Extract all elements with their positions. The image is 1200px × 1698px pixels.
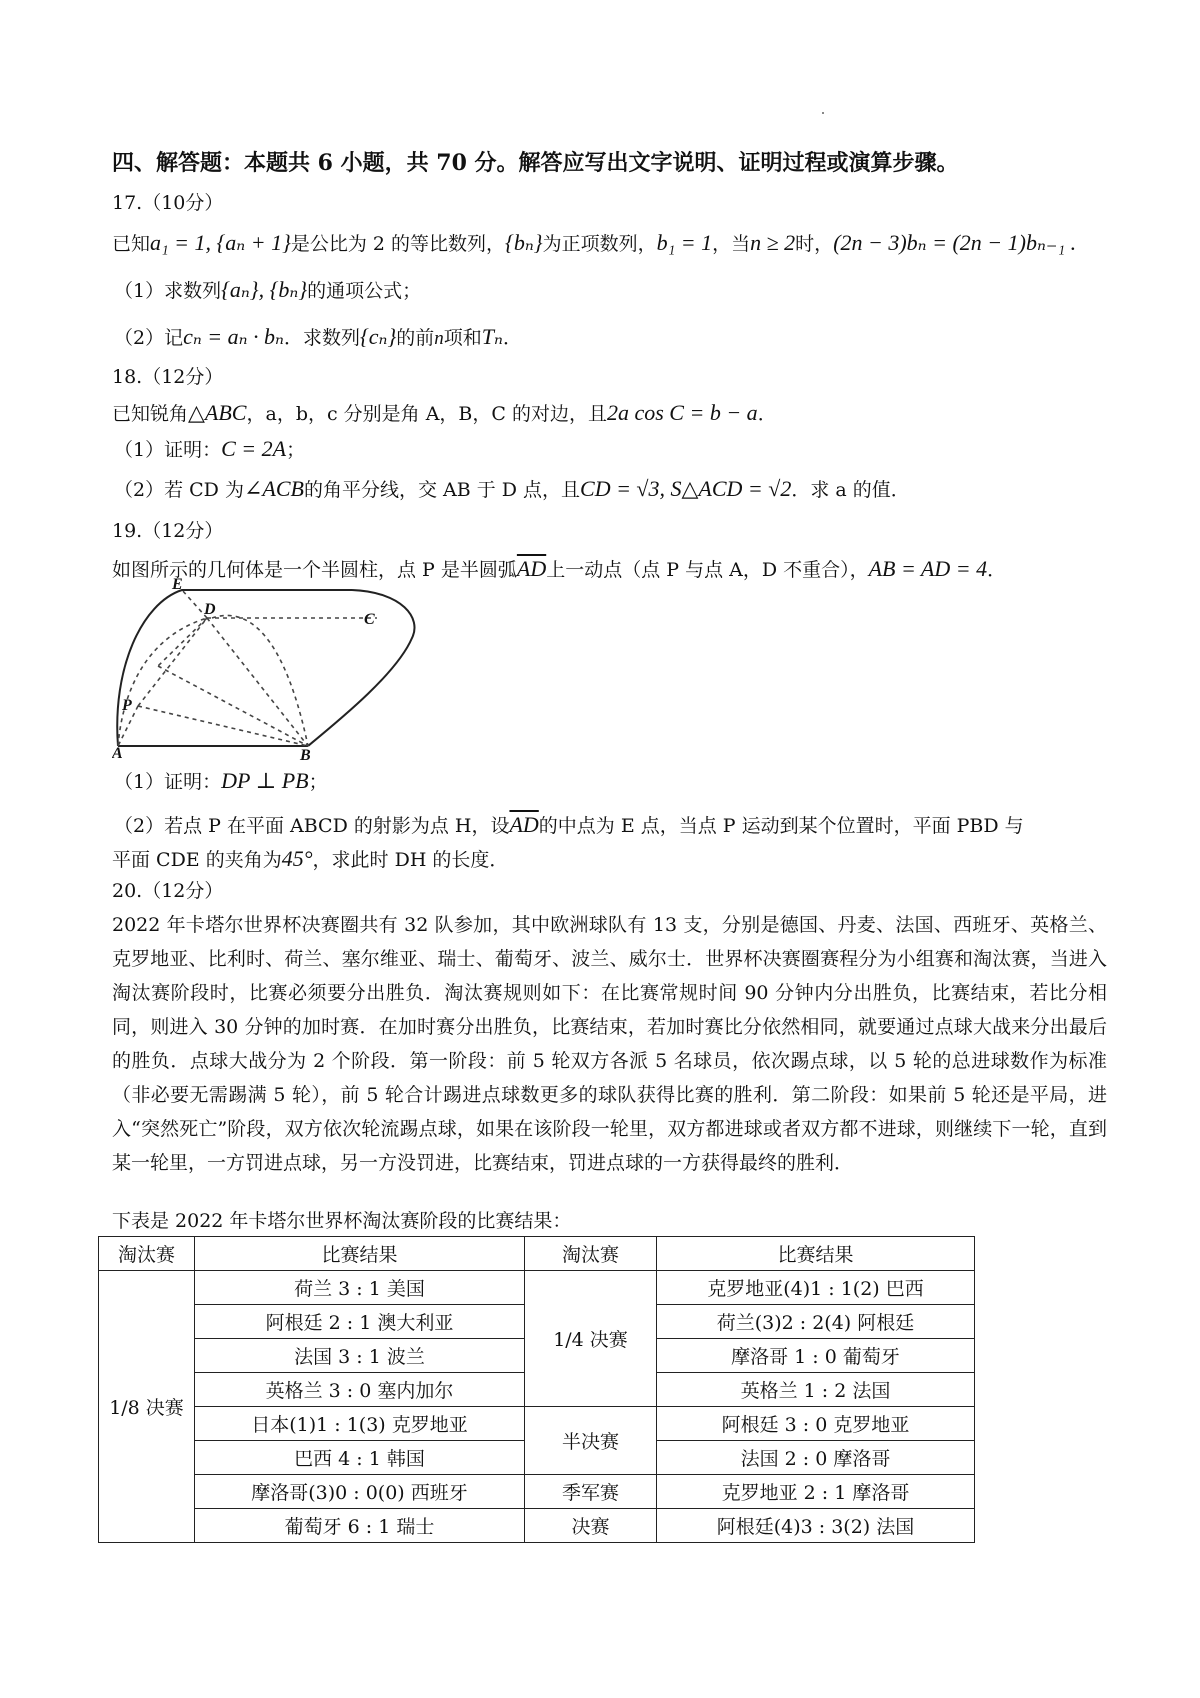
- result-cell: 荷兰 3 : 1 美国: [195, 1271, 525, 1305]
- q17-part2-text: （2）记: [114, 327, 184, 349]
- q18-header: 18.（12分）: [112, 366, 224, 388]
- q17-text: 已知: [112, 233, 151, 255]
- q18-part2-text: （2）若 CD 为: [114, 479, 244, 501]
- result-cell: 阿根廷 2 : 1 澳大利亚: [195, 1305, 525, 1339]
- q20-table-intro: 下表是 2022 年卡塔尔世界杯淘汰赛阶段的比赛结果：: [112, 1210, 572, 1232]
- q18-part1: [114, 436, 1140, 462]
- q17-stem: [112, 230, 1140, 256]
- q17-header: 17.（10分）: [112, 192, 224, 214]
- q17-formula-bn: {bₙ}: [505, 230, 543, 255]
- table-header: 淘汰赛: [525, 1237, 657, 1271]
- stage-cell: 决赛: [525, 1509, 657, 1543]
- table-header: 比赛结果: [657, 1237, 975, 1271]
- q19-formula: AB = AD = 4: [868, 556, 988, 581]
- result-cell: 阿根廷 3 : 0 克罗地亚: [657, 1407, 975, 1441]
- q19-text: ．: [987, 559, 1007, 581]
- q17-part2-text: ．求数列: [283, 327, 360, 349]
- q18-text: ，a，b，c 分别是角 A，B，C 的对边，且: [246, 403, 607, 425]
- q17-part2-text: 项和: [443, 327, 482, 349]
- q17-part2-formula: cₙ = aₙ · bₙ: [183, 324, 284, 349]
- results-table: [98, 1236, 975, 1543]
- table-header: 比赛结果: [195, 1237, 525, 1271]
- q17-part2-text: 的前: [396, 327, 435, 349]
- q20-header: 20.（12分）: [112, 880, 224, 902]
- q19-part2-text: （2）若点 P 在平面 ABCD 的射影为点 H，设: [114, 815, 510, 837]
- q19-part1-text: （1）证明：: [114, 771, 222, 793]
- figure-label-D: D: [204, 601, 216, 618]
- figure-label-B: B: [300, 747, 311, 760]
- q19-part2-line1: [114, 812, 1140, 838]
- q18-part2-text: ．求 a 的值．: [791, 479, 910, 501]
- stage-cell: 1/8 决赛: [99, 1271, 195, 1543]
- q17-formula-b1: b₁ = 1: [656, 230, 713, 255]
- q18-formula: 2a cos C = b − a: [606, 400, 758, 425]
- table-row: [99, 1407, 975, 1441]
- q17-part2-formula: {cₙ}: [359, 324, 397, 349]
- figure-label-E: E: [172, 578, 183, 593]
- q17-part1: [114, 277, 1140, 303]
- figure-label-P: P: [122, 697, 132, 714]
- result-cell: 英格兰 1 : 2 法国: [657, 1373, 975, 1407]
- result-cell: 克罗地亚 2 : 1 摩洛哥: [657, 1475, 975, 1509]
- table-row: [99, 1509, 975, 1543]
- scan-speck: [822, 112, 824, 114]
- q19-text: 如图所示的几何体是一个半圆柱，点 P 是半圆弧: [112, 559, 517, 581]
- table-row: [99, 1475, 975, 1509]
- q18-text: 已知锐角: [112, 403, 189, 425]
- q20-paragraph-text: 2022 年卡塔尔世界杯决赛圈共有 32 队参加，其中欧洲球队有 13 支，分别是德国、丹麦、法国、西班牙、英格兰、克罗地亚、比利时、荷兰、塞尔维亚、瑞士、葡萄牙、波兰、威尔士．世界杯决赛圈赛程分为小组赛和淘汰赛，当进入淘汰赛阶段时，比赛必须要分出胜负．淘汰赛规则如下：在比赛常规时间 90 分钟内分出胜负，比赛结束，若比分相同，则进入 30 分钟的加时赛．在加时赛分出胜负，比赛结束，若加时赛比分依然相同，就要通过点球大战来分出最后的胜负．点球大战分为 2 个阶段．第一阶段：前 5 轮双方各派 5 名球员，依次踢点球，以 5 轮的总进球数作为标准（非必要无需踢满 5 轮），前 5 轮合计踢进点球数更多的球队获得比赛的胜利．第二阶段：如果前 5 轮还是平局，进入“突然死亡”阶段，双方依次轮流踢点球，如果在该阶段一轮里，双方都进球或者双方都不进球，则继续下一轮，直到某一轮里，一方罚进点球，另一方没罚进，比赛结束，罚进点球的一方获得最终的胜利．: [112, 914, 1107, 1174]
- table-header-row: [99, 1237, 975, 1271]
- q18-part2-formula: CD = √3, S△ACD = √2: [580, 476, 792, 501]
- q18-formula: △ABC: [188, 400, 247, 425]
- q18-part1-text: ；: [286, 439, 306, 461]
- q17-text: 时，: [795, 233, 834, 255]
- q20-paragraph: [112, 908, 1107, 1180]
- section-heading: 四、解答题：本题共 6 小题，共 70 分。解答应写出文字说明、证明过程或演算步骤。: [112, 150, 959, 176]
- q17-part2-formula: Tₙ: [481, 324, 503, 349]
- stage-cell: 季军赛: [525, 1475, 657, 1509]
- result-cell: 英格兰 3 : 0 塞内加尔: [195, 1373, 525, 1407]
- result-cell: 克罗地亚(4)1 : 1(2) 巴西: [657, 1271, 975, 1305]
- q17-text: 为正项数列，: [542, 233, 657, 255]
- q17-formula-n: n ≥ 2: [750, 230, 796, 255]
- q19-part2-text: ，求此时 DH 的长度．: [312, 849, 509, 871]
- q17-part1-text: 的通项公式；: [307, 280, 422, 302]
- result-cell: 摩洛哥(3)0 : 0(0) 西班牙: [195, 1475, 525, 1509]
- q17-part2: [114, 324, 1140, 351]
- figure-label-A: A: [112, 745, 123, 760]
- q18-stem: [112, 400, 1140, 426]
- q18-part2-text: 的角平分线，交 AB 于 D 点，且: [303, 479, 581, 501]
- result-cell: 摩洛哥 1 : 0 葡萄牙: [657, 1339, 975, 1373]
- result-cell: 法国 2 : 0 摩洛哥: [657, 1441, 975, 1475]
- result-cell: 阿根廷(4)3 : 3(2) 法国: [657, 1509, 975, 1543]
- q19-part2-angle: 45°: [281, 846, 313, 871]
- q17-part2-n: n: [434, 328, 444, 349]
- q19-part2-text: 的中点为 E 点，当点 P 运动到某个位置时，平面 PBD 与: [538, 815, 1024, 837]
- q19-part2-arc: $\overline{AD}$: [509, 812, 539, 837]
- result-cell: 日本(1)1 : 1(3) 克罗地亚: [195, 1407, 525, 1441]
- q18-part2-formula: ∠ACB: [243, 476, 304, 501]
- q17-text: 是公比为 2 的等比数列，: [290, 233, 506, 255]
- q19-part1-text: ；: [308, 771, 328, 793]
- result-cell: 巴西 4 : 1 韩国: [195, 1441, 525, 1475]
- figure-label-C: C: [364, 611, 375, 628]
- q18-part2: [114, 476, 1140, 502]
- q19-part2-text: 平面 CDE 的夹角为: [112, 849, 282, 871]
- q19-text: 上一动点（点 P 与点 A，D 不重合），: [546, 559, 869, 581]
- stage-cell: 半决赛: [525, 1407, 657, 1475]
- q18-part1-formula: C = 2A: [221, 436, 287, 461]
- q19-header: 19.（12分）: [112, 520, 224, 542]
- stage-cell: 1/4 决赛: [525, 1271, 657, 1407]
- q19-part2-line2: [112, 846, 1140, 872]
- q17-formula-recurrence: (2n − 3)bₙ = (2n − 1)bₙ₋₁ .: [833, 230, 1077, 255]
- table-row: [99, 1271, 975, 1305]
- result-cell: 荷兰(3)2 : 2(4) 阿根廷: [657, 1305, 975, 1339]
- q17-formula-a: a₁ = 1, {aₙ + 1}: [150, 230, 291, 255]
- q17-part2-text: ．: [502, 327, 522, 349]
- q17-part1-text: （1）求数列: [114, 280, 222, 302]
- half-cylinder-figure: [112, 578, 430, 760]
- result-cell: 葡萄牙 6 : 1 瑞士: [195, 1509, 525, 1543]
- q19-part1: [114, 768, 1140, 794]
- table-header: 淘汰赛: [99, 1237, 195, 1271]
- q17-text: ，当: [712, 233, 751, 255]
- q19-part1-formula: DP ⊥ PB: [221, 768, 309, 793]
- q18-part1-text: （1）证明：: [114, 439, 222, 461]
- q18-text: ．: [757, 403, 777, 425]
- q19-arc-formula: $\overline{AD}$: [516, 556, 547, 581]
- result-cell: 法国 3 : 1 波兰: [195, 1339, 525, 1373]
- q17-part1-formula: {aₙ}, {bₙ}: [221, 277, 308, 302]
